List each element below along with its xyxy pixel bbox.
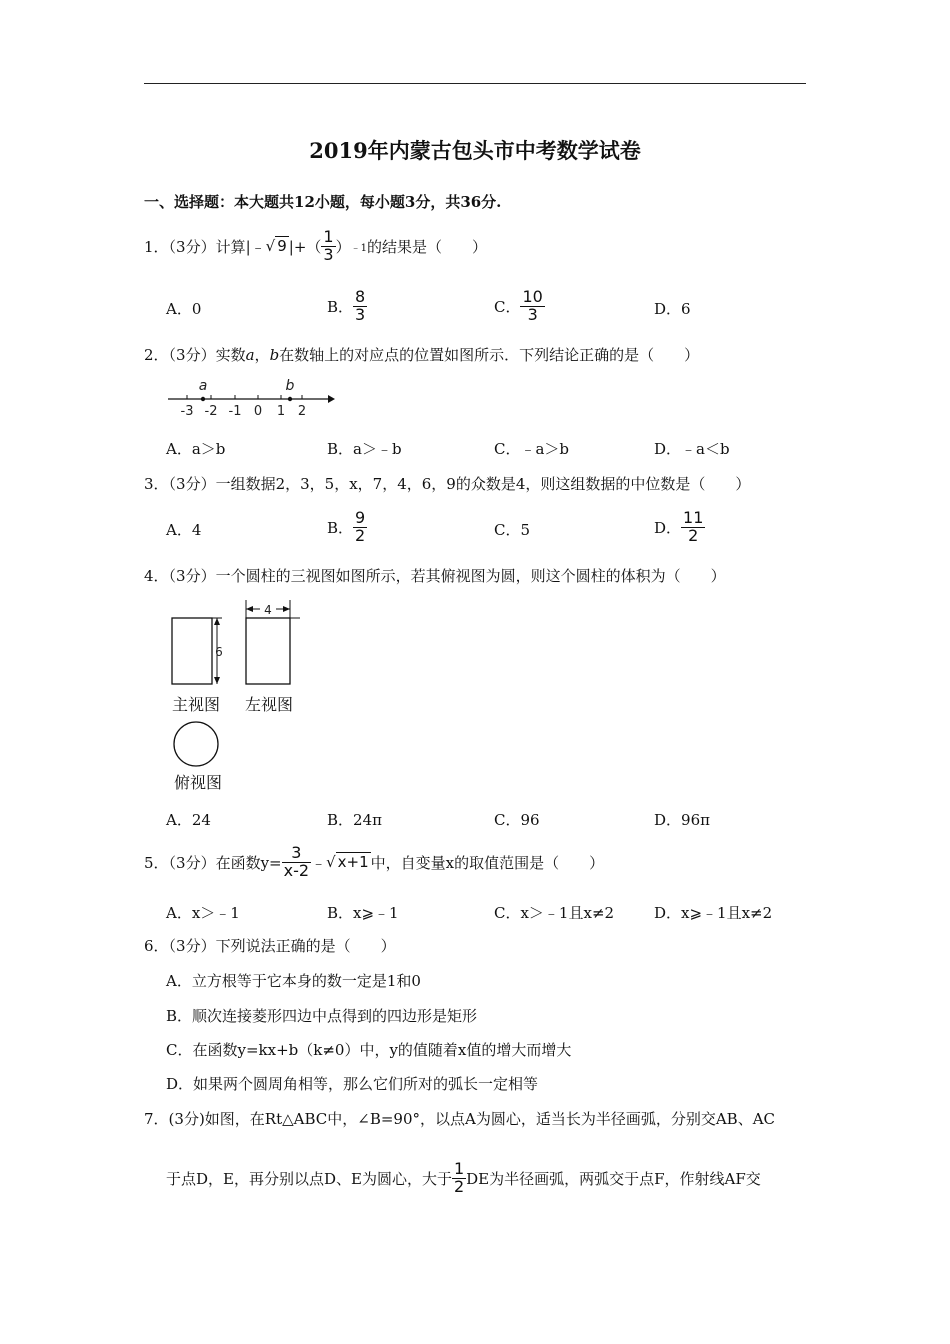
q5-option-a: A．x＞﹣1 <box>166 904 240 922</box>
q3-option-b: B． $\frac{9}{2}$ <box>327 507 366 545</box>
question-2-stem: 2．（3分）实数a，b在数轴上的对应点的位置如图所示．下列结论正确的是（ ） <box>144 346 700 364</box>
number-line-figure <box>160 375 340 421</box>
tick-label: -1 <box>228 404 242 419</box>
tick-label: -2 <box>204 404 218 419</box>
top-view-caption: 俯视图 <box>173 773 223 792</box>
tick-label: 1 <box>276 404 286 419</box>
q6-option-d: D．如果两个圆周角相等，那么它们所对的弧长一定相等 <box>166 1075 539 1093</box>
q2-option-b: B．a＞﹣b <box>327 440 402 458</box>
q3-option-a: A．4 <box>166 521 202 539</box>
q4-option-c: C．96 <box>494 811 540 829</box>
tick-label: -3 <box>180 404 194 419</box>
q1-option-d: D．6 <box>654 300 691 318</box>
question-6-stem: 6．（3分）下列说法正确的是（ ） <box>144 937 396 955</box>
question-5-stem: 5．（3分）在函数y= $\frac{3}{x-2}$ ﹣ √ x+1 中，自变量x的取值范围是（ ） <box>144 842 605 880</box>
left-view-caption: 左视图 <box>244 695 294 714</box>
q2-option-d: D．﹣a＜b <box>654 440 730 458</box>
point-a-label: a <box>198 378 208 394</box>
sqrt-symbol: √ 9 <box>265 237 287 255</box>
front-view-caption: 主视图 <box>171 695 221 714</box>
q1-option-a: A．0 <box>166 300 202 318</box>
question-7-line-1: 7．(3分)如图，在Rt△ABC中，∠B=90°，以点A为圆心，适当长为半径画弧，分别交AB、AC <box>144 1110 776 1128</box>
three-views-figure <box>160 596 320 796</box>
q4-option-d: D．96π <box>654 811 710 829</box>
q5-option-c: C．x＞﹣1且x≠2 <box>494 904 615 922</box>
front-view-rect <box>172 618 212 684</box>
point-b-label: b <box>285 378 295 394</box>
question-4-stem: 4．（3分）一个圆柱的三视图如图所示，若其俯视图为圆，则这个圆柱的体积为（ ） <box>144 567 726 585</box>
fraction: $\frac{1}{3}$ <box>323 226 334 264</box>
q2-option-c: C．﹣a＞b <box>494 440 570 458</box>
q2-option-a: A．a＞b <box>166 440 226 458</box>
q6-option-a: A．立方根等于它本身的数一定是1和0 <box>166 972 421 990</box>
left-view-rect <box>246 618 290 684</box>
question-1-stem: 1．（3分）计算|﹣ √ 9 |+（ $\frac{1}{3}$ ） ﹣1 的结果是（ ） <box>144 226 487 264</box>
fraction: $\frac{1}{2}$ <box>453 1158 465 1196</box>
tick-label: 2 <box>297 404 307 419</box>
tick-label: 0 <box>253 404 263 419</box>
q3-option-c: C．5 <box>494 521 531 539</box>
question-7-line-2: 于点D，E，再分别以点D、E为圆心，大于 $\frac{1}{2}$ DE为半径画弧，两弧交于点F，作射线AF交 <box>166 1158 761 1196</box>
section-heading: 一、选择题：本大题共12小题，每小题3分，共36分. <box>144 193 502 211</box>
question-3-stem: 3．（3分）一组数据2，3，5，x，7，4，6，9的众数是4，则这组数据的中位数是（ ） <box>144 475 751 493</box>
q4-option-b: B．24π <box>327 811 382 829</box>
axis-arrow <box>328 395 335 403</box>
point-a <box>201 397 205 401</box>
q4-option-a: A．24 <box>166 811 211 829</box>
q1-option-c: C． $\frac{10}{3}$ <box>494 286 543 324</box>
fraction: $\frac{3}{x-2}$ <box>283 842 310 880</box>
q6-option-c: C．在函数y=kx+b（k≠0）中，y的值随着x值的增大而增大 <box>166 1041 572 1059</box>
width-dim-label: 4 <box>264 603 272 617</box>
q6-option-b: B．顺次连接菱形四边中点得到的四边形是矩形 <box>166 1007 478 1025</box>
top-view-circle <box>174 722 218 766</box>
sqrt-symbol: √ x+1 <box>326 853 369 871</box>
q5-option-b: B．x⩾﹣1 <box>327 904 399 922</box>
q5-option-d: D．x⩾﹣1且x≠2 <box>654 904 773 922</box>
header-rule <box>144 83 806 84</box>
point-b <box>288 397 292 401</box>
q1-option-b: B． $\frac{8}{3}$ <box>327 286 366 324</box>
q3-option-d: D． $\frac{11}{2}$ <box>654 507 704 545</box>
page-title: 2019年内蒙古包头市中考数学试卷 <box>309 138 641 163</box>
height-dim-label: 6 <box>215 645 223 659</box>
